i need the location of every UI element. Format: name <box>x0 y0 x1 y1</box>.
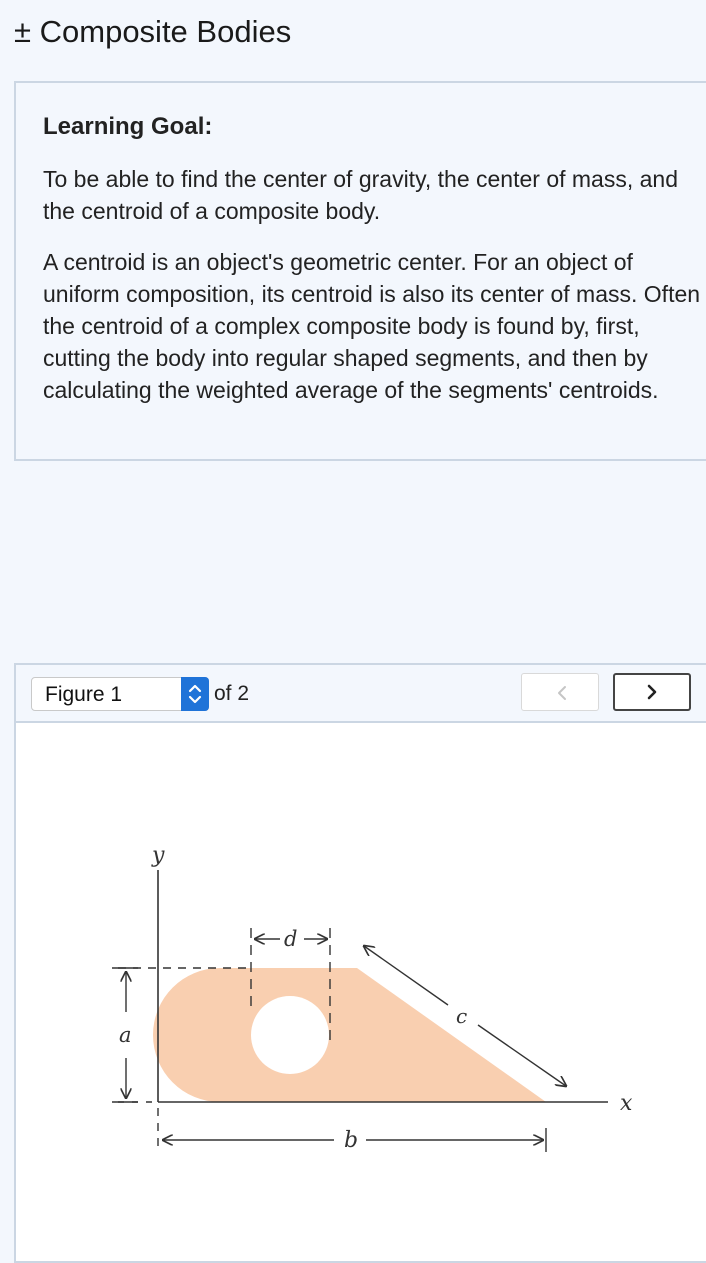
dimension-c-label: c <box>456 1004 468 1028</box>
composite-body-shape <box>153 968 546 1102</box>
learning-goal-text: To be able to find the center of gravity, the center of mass, and the centroid of a composite body. <box>43 166 678 224</box>
centroid-description-text: A centroid is an object's geometric center. For an object of uniform composition, its centroid is also its center of mass. Often the centroid of a complex composite body is found by, first, cutting the body into regular shaped segments, and then by calculating the weighted average of the segments' centroids. <box>43 249 701 403</box>
y-axis-label: y <box>152 843 165 868</box>
figure-select-value: Figure 1 <box>45 683 123 706</box>
figure-count-label: of 2 <box>214 682 250 705</box>
dimension-d-label: d <box>284 927 298 951</box>
x-axis-label: x <box>620 1091 633 1116</box>
dimension-a-label: a <box>119 1023 132 1047</box>
learning-goal-heading: Learning Goal: <box>43 113 213 140</box>
dimension-b-label: b <box>344 1128 359 1153</box>
page-title: ± Composite Bodies <box>14 14 292 49</box>
circular-hole <box>251 996 329 1074</box>
